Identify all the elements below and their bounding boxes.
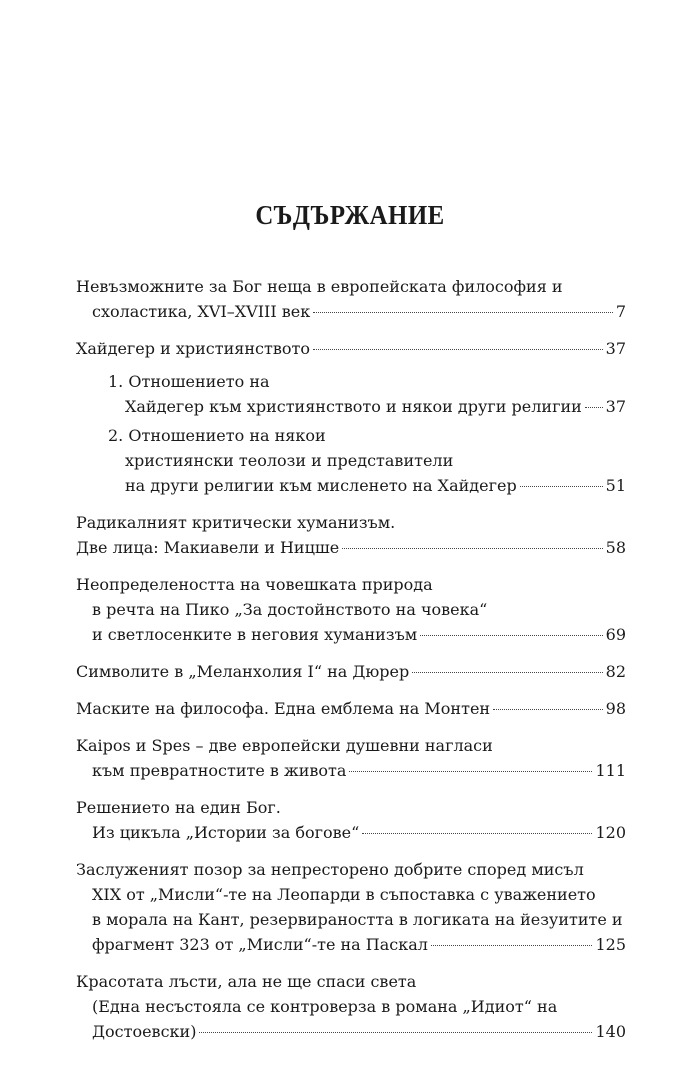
toc-entry-last-line <box>76 622 626 647</box>
page-number: 37 <box>605 397 626 416</box>
toc-entry-line: XIX от „Мисли“-те на Леопарди в съпоставка с уважението <box>92 885 596 904</box>
toc-entry <box>76 733 626 783</box>
page-number: 125 <box>595 935 626 954</box>
toc-entry-line: към превратностите в живота <box>92 761 347 780</box>
dot-leader <box>349 771 592 772</box>
toc-entry-line: в морала на Кант, резервираността в логиката на йезуитите и <box>92 910 623 929</box>
dot-leader <box>342 548 602 549</box>
toc-entry-last-line <box>108 394 626 419</box>
toc-entry <box>76 572 626 647</box>
toc-entry-last-line <box>76 659 626 684</box>
toc-entry <box>76 510 626 560</box>
toc-entry-line: схоластика, XVI–XVIII век <box>92 302 311 321</box>
toc-entry <box>76 336 626 361</box>
toc-entry-last-line <box>108 473 626 498</box>
toc-entry-line: (Една несъстояла се контроверза в романа „Идиот“ на <box>92 997 558 1016</box>
toc-entry-line: Маските на философа. Една емблема на Монтен <box>76 699 491 718</box>
toc-entry-last-line <box>76 820 626 845</box>
toc-entry-line: Хайдегер към християнството и някои други религии <box>125 397 582 416</box>
dot-leader <box>199 1032 592 1033</box>
toc-entry-line: 2. Отношението на някои <box>108 426 326 445</box>
toc-entry-line: Из цикъла „Истории за богове“ <box>92 823 360 842</box>
toc-entry-last-line <box>76 696 626 721</box>
toc-entry-line: Радикалният критически хуманизъм. <box>76 513 396 532</box>
page-number: 69 <box>605 625 626 644</box>
toc-entry-last-line <box>76 336 626 361</box>
page-number: 51 <box>605 476 626 495</box>
toc-entry-last-line <box>76 535 626 560</box>
dot-leader <box>362 833 592 834</box>
toc-entry-line: Символите в „Меланхолия I“ на Дюрер <box>76 662 410 681</box>
dot-leader <box>493 709 603 710</box>
dot-leader <box>520 486 603 487</box>
toc-entry <box>76 969 626 1044</box>
page-number: 37 <box>605 339 626 358</box>
toc-entry-line: Хайдегер и християнството <box>76 339 310 358</box>
toc-entry-line: 1. Отношението на <box>108 372 270 391</box>
toc-entry-line: Неопределеността на човешката природа <box>76 575 433 594</box>
toc-subentry <box>108 423 626 498</box>
toc-entry-line: Достоевски) <box>92 1022 197 1041</box>
toc-entry-line: в речта на Пико „За достойнството на човека“ <box>92 600 488 619</box>
toc-entry-last-line <box>76 299 626 324</box>
dot-leader <box>431 945 592 946</box>
dot-leader <box>420 635 602 636</box>
page-number: 7 <box>615 302 626 321</box>
toc-entry <box>76 696 626 721</box>
contents-heading: СЪДЪРЖАНИЕ <box>255 200 445 230</box>
toc-entry-line: Невъзможните за Бог неща в европейската философия и <box>76 277 563 296</box>
dot-leader <box>412 672 602 673</box>
toc-entry-last-line <box>76 758 626 783</box>
toc-entry-line: Красотата лъсти, ала не ще спаси света <box>76 972 417 991</box>
toc-entry-line: Заслуженият позор за непресторено добрите според мисъл <box>76 860 584 879</box>
dot-leader <box>313 312 613 313</box>
toc-entry-line: и светлосенките в неговия хуманизъм <box>92 625 418 644</box>
page-number: 120 <box>595 823 626 842</box>
toc-entry-line: фрагмент 323 от „Мисли“-те на Паскал <box>92 935 428 954</box>
page-number: 58 <box>605 538 626 557</box>
page-number: 140 <box>595 1022 626 1041</box>
page-number: 111 <box>595 761 626 780</box>
toc-entry-line: Решението на един Бог. <box>76 798 281 817</box>
toc-subentry <box>108 369 626 419</box>
toc-entry <box>76 857 626 957</box>
page-number: 82 <box>605 662 626 681</box>
toc-entry-line: Kaipos и Spes – две европейски душевни нагласи <box>76 736 493 755</box>
table-of-contents <box>76 274 626 1056</box>
toc-entry-line: Две лица: Макиавели и Ницше <box>76 538 340 557</box>
dot-leader <box>313 349 603 350</box>
toc-entry <box>76 274 626 324</box>
toc-entry-last-line <box>76 1019 626 1044</box>
toc-entry-line: християнски теолози и представители <box>125 451 454 470</box>
dot-leader <box>585 407 603 408</box>
page-number: 98 <box>605 699 626 718</box>
toc-entry-last-line <box>76 932 626 957</box>
toc-entry <box>76 795 626 845</box>
toc-entry <box>76 659 626 684</box>
toc-entry-line: на други религии към мисленето на Хайдегер <box>125 476 517 495</box>
